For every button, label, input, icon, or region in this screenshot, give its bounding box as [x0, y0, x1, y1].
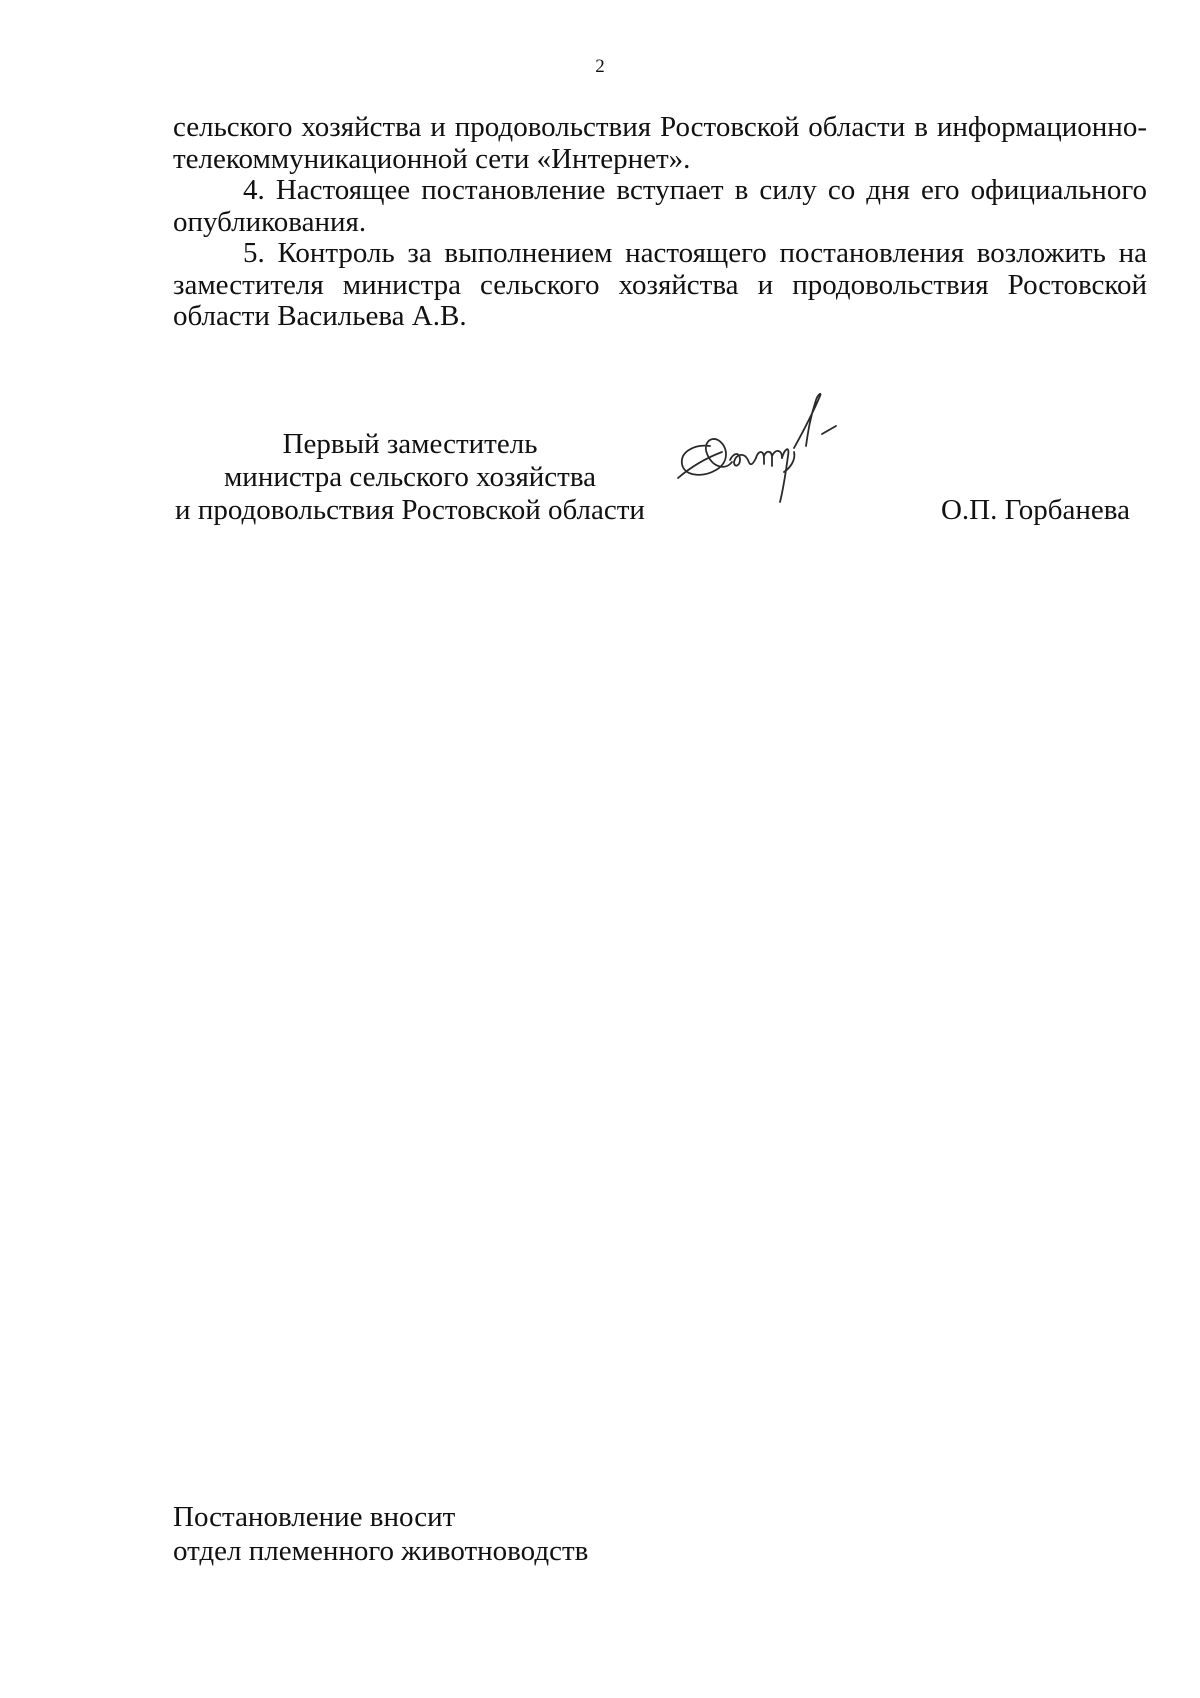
page-number: 2 [595, 56, 605, 77]
paragraph-clause-4: 4. Настоящее постановление вступает в силу со дня его официального опубликования. [173, 174, 1147, 238]
signatory-position-line: министра сельского хозяйства [223, 461, 597, 493]
paragraph-continuation: сельского хозяйства и продовольствия Ростовской области в информационно-телекоммуникационной сети «Интернет». [173, 111, 1147, 175]
signatory-position-line: Первый заместитель [282, 428, 538, 460]
signatory-position-line: и продовольствия Ростовской области [175, 494, 645, 526]
submitted-by-note [173, 1500, 588, 1568]
signatory-name: О.П. Горбанева [940, 494, 1130, 526]
submitted-by-line: Постановление вносит [173, 1501, 456, 1533]
signatory-position [170, 428, 650, 527]
handwritten-signature-icon [672, 386, 842, 506]
document-body [173, 112, 1147, 333]
paragraph-clause-5: 5. Контроль за выполнением настоящего постановления возложить на заместителя министра сельского хозяйства и продовольствия Ростовской области Васильева А.В. [173, 237, 1147, 332]
submitted-by-line: отдел племенного животноводств [173, 1535, 589, 1567]
